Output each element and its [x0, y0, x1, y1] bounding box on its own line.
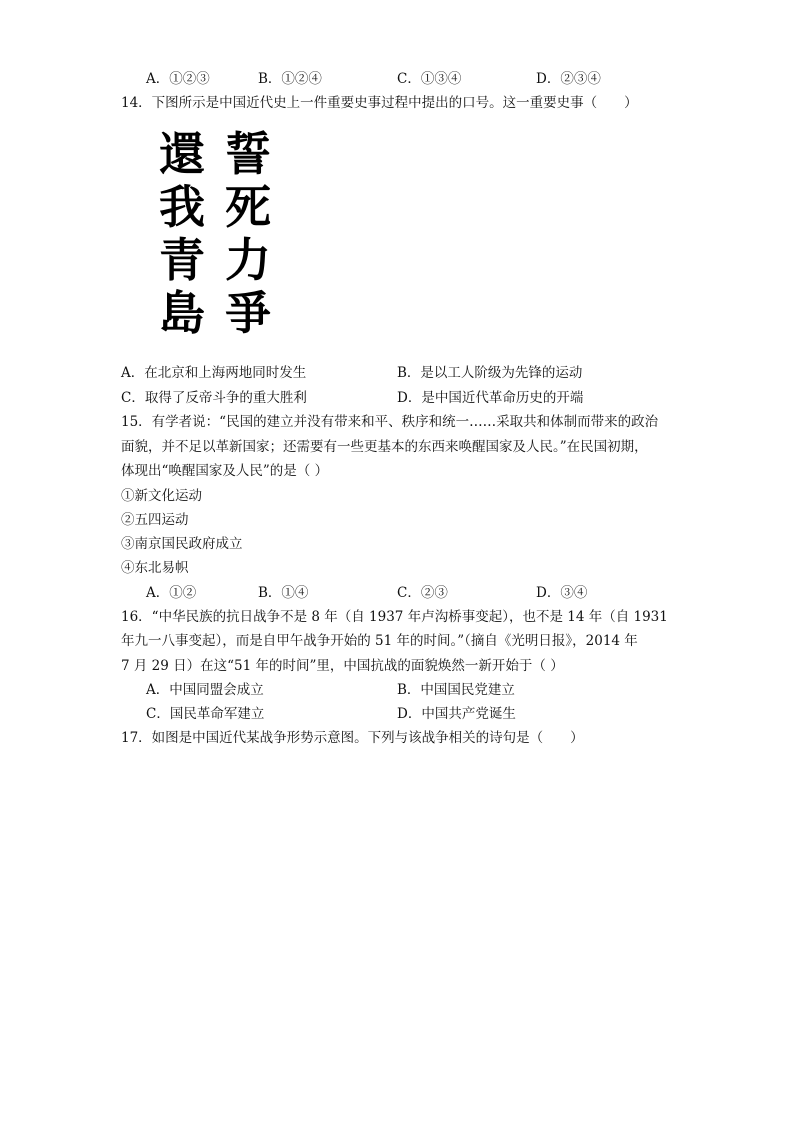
option-letter: B．: [397, 682, 421, 698]
q16-option-a: [146, 678, 264, 698]
q16-stem-line: 16．“中华民族的抗日战争不是 8 年（自 1937 年卢沟桥事变起），也不是 14 年（自 1931: [121, 609, 668, 625]
option-letter: B．: [397, 365, 421, 381]
option-text: 国民革命军建立: [169, 706, 265, 722]
option-letter: A．: [146, 585, 170, 601]
q15-stem-line: 面貌，并不足以革新国家；还需要有一些更基本的东西来唤醒国家及人民。”在民国初期，: [121, 439, 648, 455]
slogan-left-column: [152, 128, 212, 340]
option-text: 在北京和上海两地同时发生: [144, 365, 307, 381]
option-letter: C．: [397, 71, 421, 87]
q16-option-d: [397, 702, 516, 722]
option-letter: C．: [146, 706, 170, 722]
q16-option-b: [397, 678, 515, 698]
option-letter: B．: [258, 585, 282, 601]
q15-option-a: [146, 581, 196, 601]
slogan-char: 爭: [225, 286, 271, 340]
option-text: 是中国近代革命历史的开端: [421, 390, 584, 406]
option-letter: D．: [397, 706, 422, 722]
slogan-right-column: [218, 128, 278, 340]
q15-option-d: [536, 581, 587, 601]
q15-stem-line: 15．有学者说：“民国的建立并没有带来和平、秩序和统一……采取共和体制而带来的政治: [121, 414, 659, 430]
option-text: 中国同盟会成立: [169, 682, 264, 698]
q13-option-a: [146, 67, 210, 87]
option-text: 中国共产党诞生: [421, 706, 516, 722]
option-letter: A．: [146, 682, 170, 698]
q15-option-b: [258, 581, 308, 601]
q15-item: ①新文化运动: [121, 488, 202, 504]
option-text: ①②: [169, 585, 197, 601]
option-text: 是以工人阶级为先锋的运动: [420, 365, 583, 381]
q15-option-c: [397, 581, 448, 601]
q15-item: ③南京国民政府成立: [121, 536, 243, 552]
q14-option-c: [121, 386, 307, 406]
q16-stem-line: 7 月 29 日）在这“51 年的时间”里，中国抗战的面貌焕然一新开始于（ ）: [121, 658, 564, 674]
option-text: ③④: [560, 585, 588, 601]
slogan-char: 青: [159, 233, 205, 287]
option-text: ②③④: [560, 71, 601, 87]
option-letter: D．: [397, 390, 422, 406]
q17-stem: 17．如图是中国近代某战争形势示意图。下列与该战争相关的诗句是（ ）: [121, 730, 584, 746]
option-letter: C．: [397, 585, 421, 601]
option-text: 取得了反帝斗争的重大胜利: [144, 390, 307, 406]
q14-option-d: [397, 386, 583, 406]
q13-option-c: [397, 67, 461, 87]
q16-stem-line: 年九一八事变起），而是自甲午战争开始的 51 年的时间。”（摘自《光明日报》，2014 年: [121, 633, 638, 649]
q15-item: ②五四运动: [121, 512, 189, 528]
slogan-char: 我: [159, 180, 205, 234]
q14-option-a: [121, 361, 306, 381]
q14-stem: 14．下图所示是中国近代史上一件重要史事过程中提出的口号。这一重要史事（ ）: [121, 95, 638, 111]
slogan-char: 死: [225, 180, 271, 234]
option-text: ①③④: [420, 71, 462, 87]
slogan-char: 島: [159, 286, 205, 340]
option-letter: D．: [536, 71, 561, 87]
option-text: ②③: [420, 585, 448, 601]
option-text: ①④: [281, 585, 309, 601]
option-letter: B．: [258, 71, 282, 87]
q16-option-c: [146, 702, 264, 722]
option-letter: A．: [121, 365, 145, 381]
q14-option-b: [397, 361, 582, 381]
q13-option-b: [258, 67, 322, 87]
q15-item: ④东北易帜: [121, 560, 189, 576]
q15-stem-line: 体现出“唤醒国家及人民”的是（ ）: [121, 463, 329, 479]
option-letter: C．: [121, 390, 145, 406]
option-letter: D．: [536, 585, 561, 601]
slogan-char: 還: [159, 127, 205, 181]
q13-option-d: [536, 67, 601, 87]
slogan-char: 力: [225, 233, 271, 287]
option-text: ①②④: [281, 71, 322, 87]
slogan-char: 誓: [225, 127, 271, 181]
option-text: ①②③: [169, 71, 210, 87]
option-letter: A．: [146, 71, 170, 87]
slogan-calligraphy-image: [152, 128, 282, 348]
option-text: 中国国民党建立: [420, 682, 515, 698]
